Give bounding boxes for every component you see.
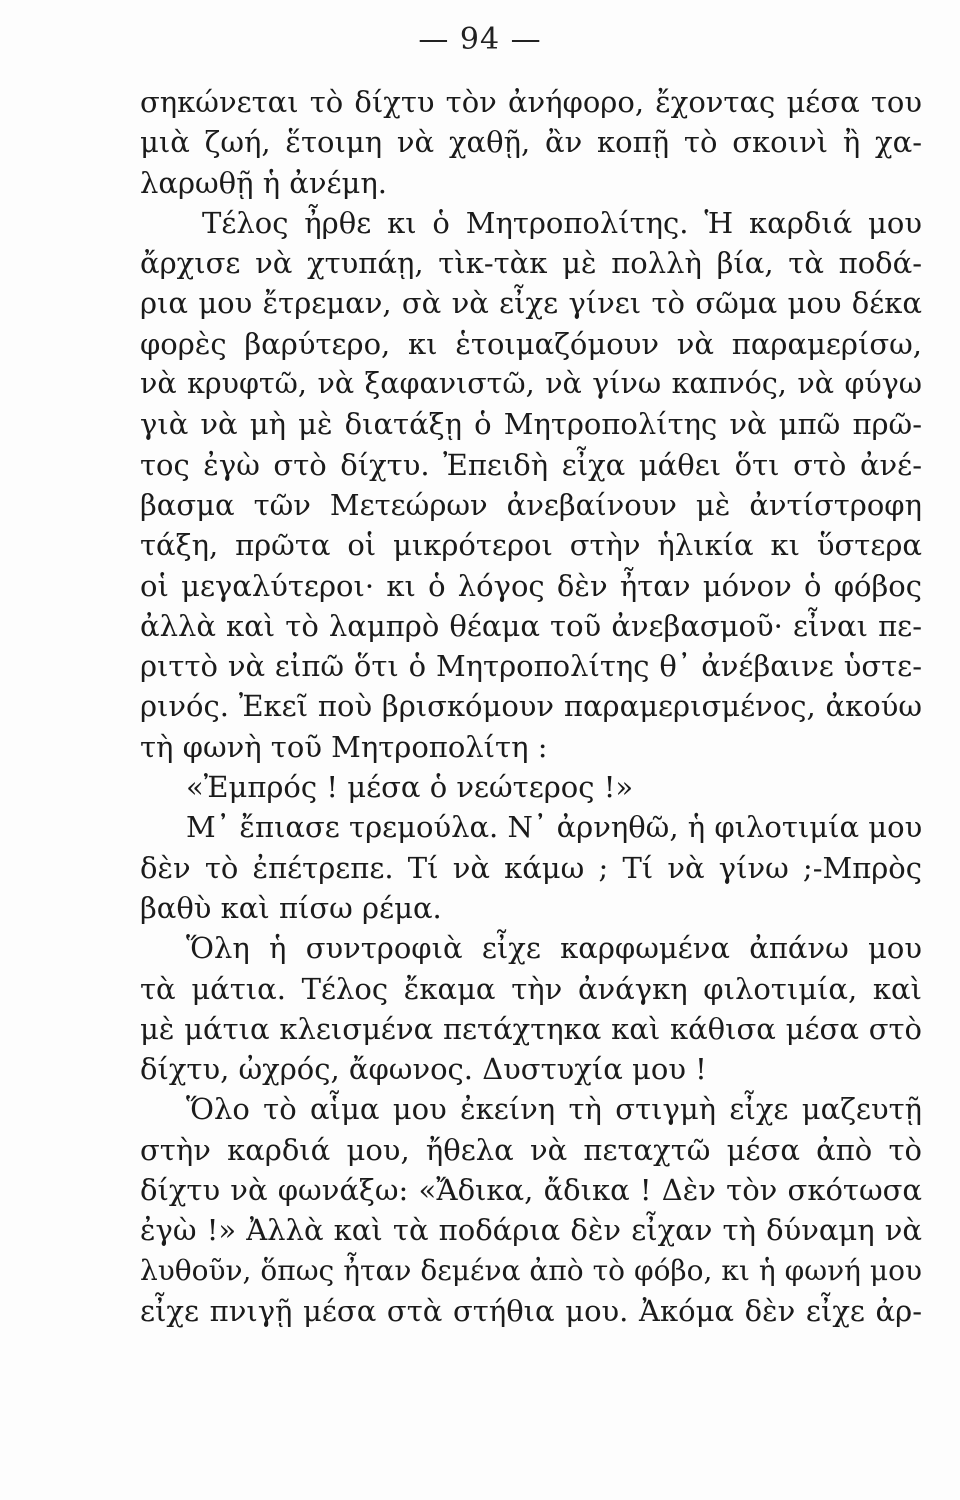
text-line: λυθοῦν, ὅπως ἦταν δεμένα ἀπὸ τὸ φόβο, κι ἡ φωνή μου xyxy=(140,1253,922,1287)
text-line: σηκώνεται τὸ δίχτυ τὸν ἀνήφορο, ἔχοντας μέσα του xyxy=(140,85,922,119)
page-number: — 94 — xyxy=(418,22,542,57)
text-line: μιὰ ζωή, ἕτοιμη νὰ χαθῇ, ἂν κοπῇ τὸ σκοινὶ ἢ χα- xyxy=(140,125,922,160)
text-line: «Ἐμπρός ! μέσα ὁ νεώτερος !» xyxy=(186,770,634,805)
text-line: Ὅλο τὸ αἷμα μου ἐκείνη τὴ στιγμὴ εἶχε μαζευτῇ xyxy=(186,1092,922,1127)
text-line: στὴν καρδιά μου, ἤθελα νὰ πεταχτῶ μέσα ἀπὸ τὸ xyxy=(140,1132,922,1167)
text-line: ριττὸ νὰ εἰπῶ ὅτι ὁ Μητροπολίτης θ᾽ ἀνέβαινε ὑστε- xyxy=(140,649,922,684)
text-line: βαθὺ καὶ πίσω ρέμα. xyxy=(140,890,442,925)
text-line: Τέλος ἦρθε κι ὁ Μητροπολίτης. Ἡ καρδιά μου xyxy=(202,205,922,240)
text-line: γιὰ νὰ μὴ μὲ διατάξῃ ὁ Μητροπολίτης νὰ μπῶ πρῶ- xyxy=(140,407,922,442)
text-line: ρια μου ἔτρεμαν, σὰ νὰ εἶχε γίνει τὸ σῶμα μου δέκα xyxy=(140,286,922,321)
text-line: εἶχε πνιγῇ μέσα στὰ στήθια μου. Ἀκόμα δὲν εἶχε ἀρ- xyxy=(140,1293,922,1328)
text-line: φορὲς βαρύτερο, κι ἑτοιμαζόμουν νὰ παραμερίσω, xyxy=(140,326,922,361)
text-line: οἱ μεγαλύτεροι· κι ὁ λόγος δὲν ἦταν μόνον ὁ φόβος xyxy=(140,568,922,603)
text-line: ρινός. Ἐκεῖ ποὺ βρισκόμουν παραμερισμένος, ἀκούω xyxy=(140,689,922,724)
text-line: ἀλλὰ καὶ τὸ λαμπρὸ θέαμα τοῦ ἀνεβασμοῦ· εἶναι πε- xyxy=(140,608,922,643)
text-line: ἐγὼ !» Ἀλλὰ καὶ τὰ ποδάρια δὲν εἶχαν τὴ δύναμη νὰ xyxy=(140,1213,922,1248)
text-line: Ὅλη ἡ συντροφιὰ εἶχε καρφωμένα ἀπάνω μου xyxy=(186,931,922,966)
text-line: νὰ κρυφτῶ, νὰ ξαφανιστῶ, νὰ γίνω καπνός, νὰ φύγω xyxy=(140,367,922,401)
text-line: Μ᾽ ἔπιασε τρεμούλα. Ν᾽ ἀρνηθῶ, ἡ φιλοτιμία μου xyxy=(186,810,923,845)
text-line: τὴ φωνὴ τοῦ Μητροπολίτη : xyxy=(140,729,548,764)
text-line: δίχτυ, ὠχρός, ἄφωνος. Δυστυχία μου ! xyxy=(140,1052,707,1087)
text-line: βασμα τῶν Μετεώρων ἀνεβαίνουν μὲ ἀντίστροφη xyxy=(140,487,922,522)
text-line: τος ἐγὼ στὸ δίχτυ. Ἐπειδὴ εἶχα μάθει ὅτι στὸ ἀνέ- xyxy=(140,447,922,482)
text-line: τὰ μάτια. Τέλος ἔκαμα τὴν ἀνάγκη φιλοτιμία, καὶ xyxy=(140,971,922,1006)
text-line: λαρωθῇ ἡ ἀνέμη. xyxy=(140,165,387,200)
text-line: μὲ μάτια κλεισμένα πετάχτηκα καὶ κάθισα μέσα στὸ xyxy=(140,1011,922,1046)
text-line: δίχτυ νὰ φωνάξω: «Ἄδικα, ἄδικα ! Δὲν τὸν σκότωσα xyxy=(140,1173,922,1208)
text-line: δὲν τὸ ἐπέτρεπε. Τί νὰ κάμω ; Τί νὰ γίνω ;-Μπρὸς xyxy=(140,850,922,885)
text-line: ἄρχισε νὰ χτυπάῃ, τὶκ-τὰκ μὲ πολλὴ βία, τὰ ποδά- xyxy=(140,246,922,281)
body-text xyxy=(140,82,922,1331)
text-line: τάξη, πρῶτα οἱ μικρότεροι στὴν ἡλικία κι ὕστερα xyxy=(140,528,922,563)
